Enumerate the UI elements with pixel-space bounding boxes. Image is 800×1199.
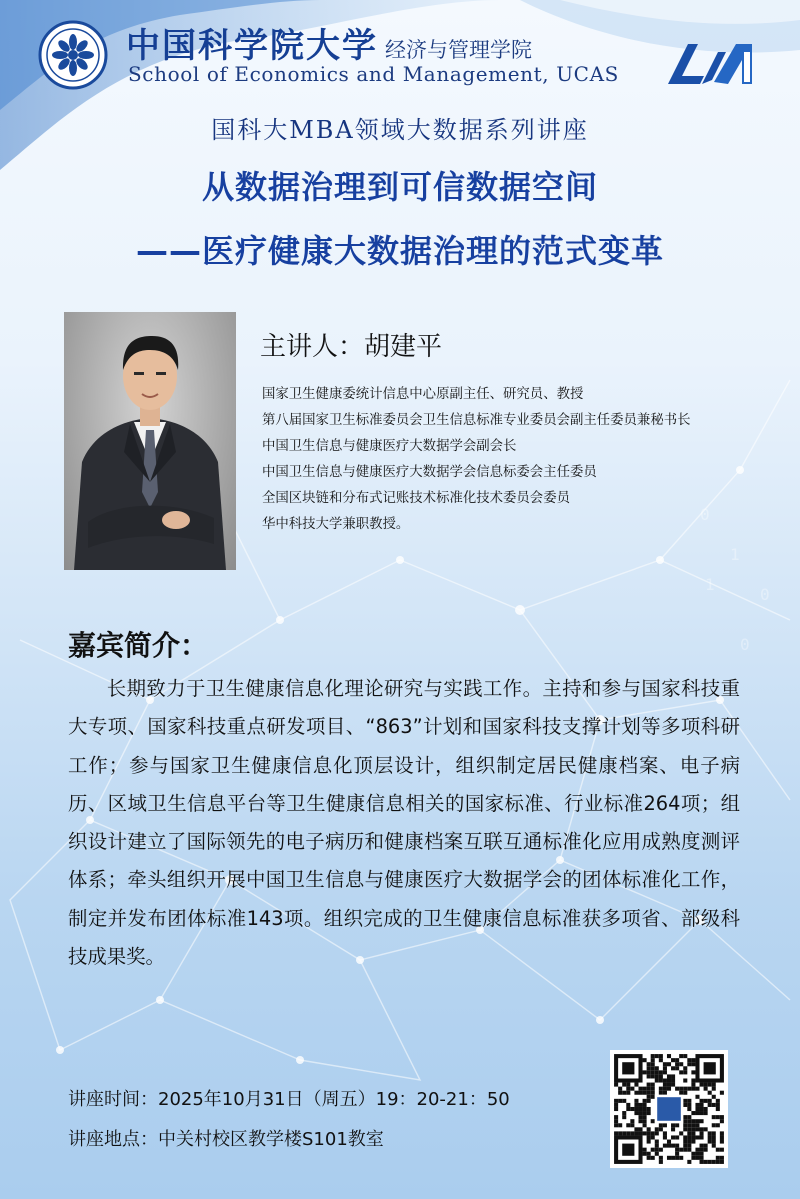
cas-emblem-icon <box>38 20 108 90</box>
guest-intro-body: 长期致力于卫生健康信息化理论研究与实践工作。主持和参与国家科技重大专项、国家科技重点研发项目、“863”计划和国家科技支撑计划等多项科研工作；参与国家卫生健康信息化顶层设计，组织制定居民健康档案、电子病历、区域卫生信息平台等卫生健康信息相关的国家标准、行业标准264项；组织设计建立了国际领先的电子病历和健康档案互联互通标准化应用成熟度测评体系；牵头组织开展中国卫生信息与健康医疗大数据学会的团体标准化工作，制定并发布团体标准143项。组织完成的卫生健康信息标准获多项省、部级科技成果奖。 <box>68 677 740 969</box>
speaker-name: 主讲人：胡建平 <box>260 332 443 362</box>
speaker-title-item: 中国卫生信息与健康医疗大数据学会信息标委会主任委员 <box>262 465 597 480</box>
svg-text:1: 1 <box>730 545 740 564</box>
speaker-title-item: 全国区块链和分布式记账技术标准化技术委员会委员 <box>262 491 570 506</box>
ai-logo-icon <box>664 38 756 88</box>
qr-code-icon[interactable] <box>610 1050 728 1168</box>
guest-intro-heading: 嘉宾简介： <box>68 629 209 662</box>
svg-text:0: 0 <box>740 635 750 654</box>
speaker-title-item: 华中科技大学兼职教授。 <box>262 517 410 532</box>
series-title: 国科大MBA领域大数据系列讲座 <box>211 116 589 144</box>
university-name-cn: 中国科学院大学 <box>126 26 378 66</box>
speaker-photo <box>64 312 236 570</box>
speaker-title-item: 中国卫生信息与健康医疗大数据学会副会长 <box>262 439 517 454</box>
speaker-titles-list <box>262 382 782 538</box>
school-name-cn: 经济与管理学院 <box>385 38 532 62</box>
lecture-venue: 讲座地点：中关村校区教学楼S101教室 <box>68 1129 384 1150</box>
svg-text:0: 0 <box>760 585 770 604</box>
svg-text:1: 1 <box>705 575 715 594</box>
lecture-time: 讲座时间：2025年10月31日（周五）19：20-21：50 <box>68 1089 510 1110</box>
lecture-title-line2: ——医疗健康大数据治理的范式变革 <box>135 232 664 270</box>
svg-text:0: 0 <box>700 505 710 524</box>
speaker-title-item: 国家卫生健康委统计信息中心原副主任、研究员、教授 <box>262 387 584 402</box>
school-name-en: School of Economics and Management, UCAS <box>128 62 619 86</box>
speaker-title-item: 第八届国家卫生标准委员会卫生信息标准专业委员会副主任委员兼秘书长 <box>262 413 691 428</box>
lecture-title-line1: 从数据治理到可信数据空间 <box>201 168 598 206</box>
